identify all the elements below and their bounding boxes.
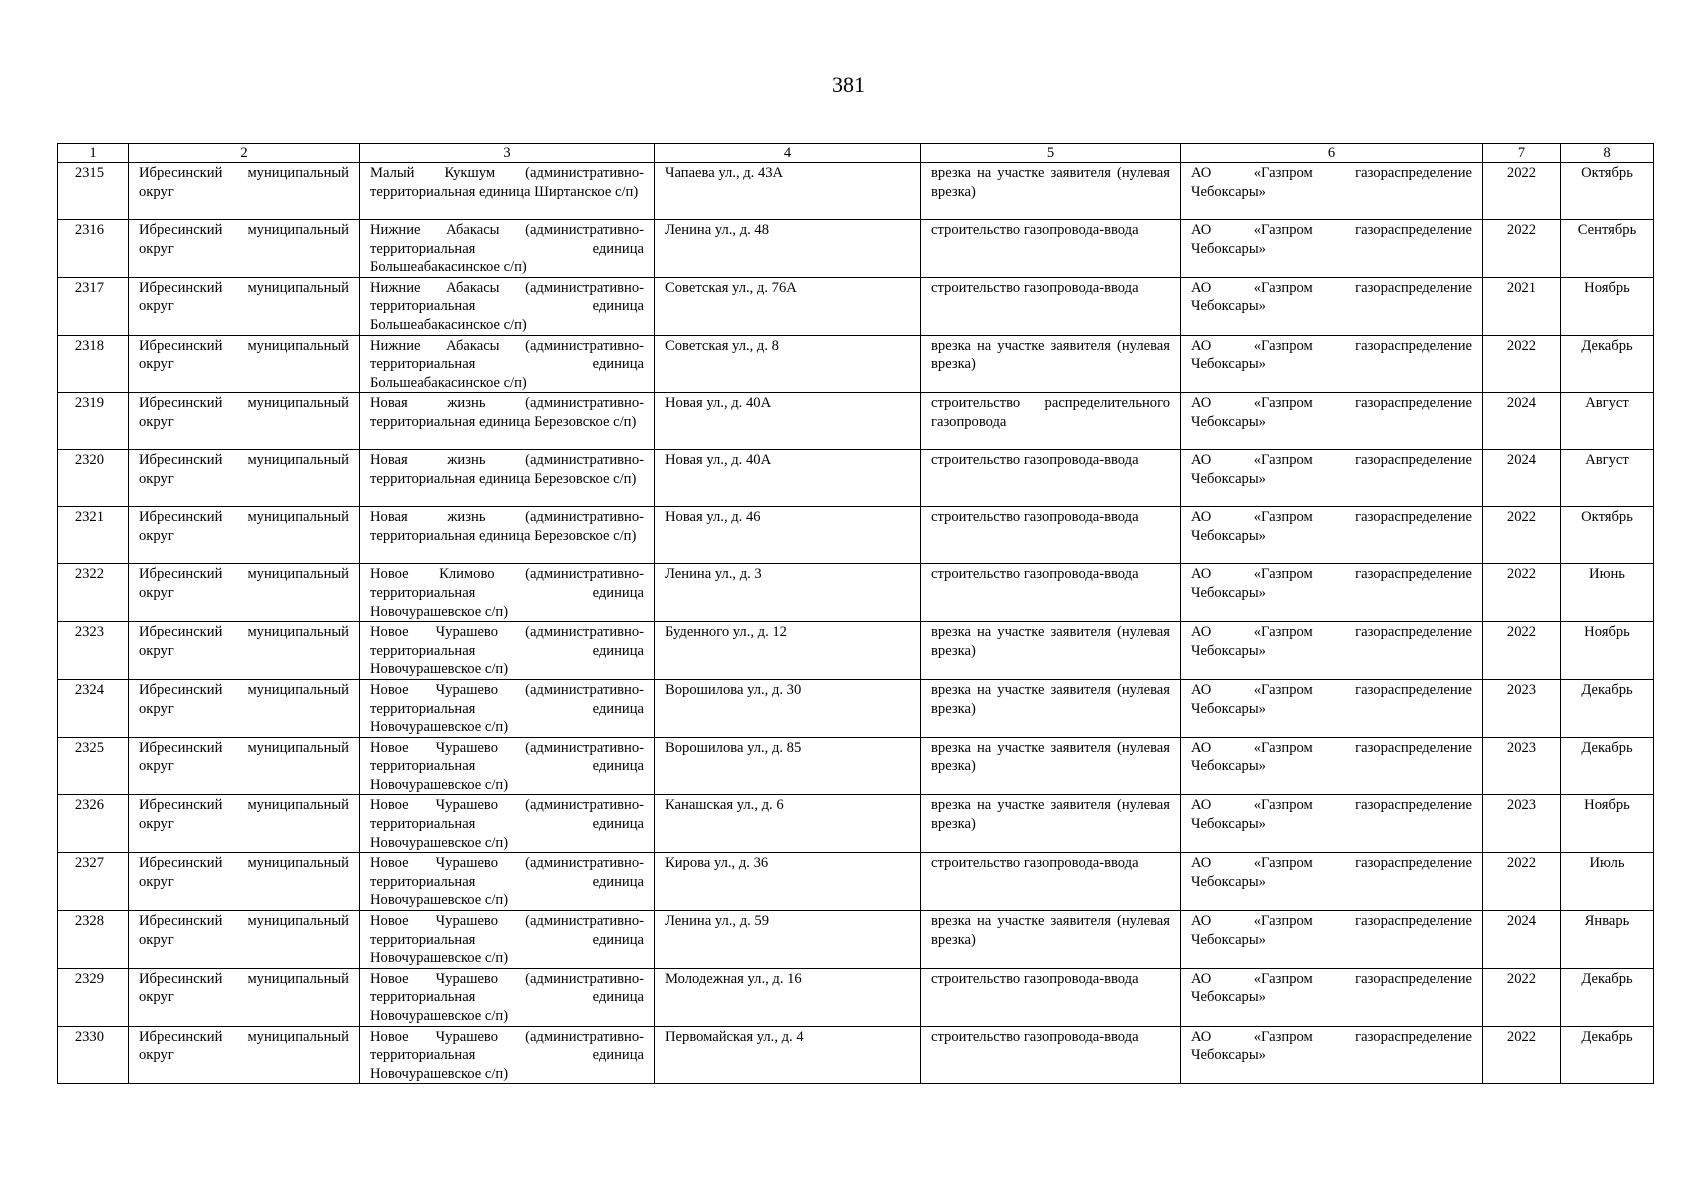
- column-header-8: 8: [1561, 144, 1654, 163]
- cell-year: 2022: [1483, 968, 1561, 1026]
- cell-work-type: строительство газопровода-ввода: [921, 1026, 1181, 1084]
- cell-month: Декабрь: [1561, 737, 1654, 795]
- cell-district: Ибресинский муниципальный округ: [129, 450, 360, 507]
- cell-locality: Малый Кукшум (административно-территориальная единица Ширтанское с/п): [360, 163, 655, 220]
- cell-locality: Нижние Абакасы (административно-территориальная единица Большеабакасинское с/п): [360, 220, 655, 278]
- column-header-7: 7: [1483, 144, 1561, 163]
- cell-work-type: врезка на участке заявителя (нулевая врезка): [921, 163, 1181, 220]
- cell-district: Ибресинский муниципальный округ: [129, 1026, 360, 1084]
- cell-district: Ибресинский муниципальный округ: [129, 853, 360, 911]
- cell-row-number: 2325: [58, 737, 129, 795]
- cell-organization: АО «Газпром газораспределение Чебоксары»: [1181, 853, 1483, 911]
- cell-district: Ибресинский муниципальный округ: [129, 564, 360, 622]
- cell-month: Июль: [1561, 853, 1654, 911]
- cell-organization: АО «Газпром газораспределение Чебоксары»: [1181, 277, 1483, 335]
- cell-year: 2022: [1483, 564, 1561, 622]
- cell-work-type: строительство газопровода-ввода: [921, 220, 1181, 278]
- cell-locality: Нижние Абакасы (административно-территориальная единица Большеабакасинское с/п): [360, 277, 655, 335]
- cell-month: Декабрь: [1561, 679, 1654, 737]
- table-row: [58, 507, 1654, 564]
- cell-address: Ленина ул., д. 48: [655, 220, 921, 278]
- page-number: 381: [832, 72, 865, 97]
- cell-month: Декабрь: [1561, 335, 1654, 393]
- cell-year: 2023: [1483, 737, 1561, 795]
- cell-month: Октябрь: [1561, 507, 1654, 564]
- cell-row-number: 2330: [58, 1026, 129, 1084]
- table-row: [58, 335, 1654, 393]
- cell-district: Ибресинский муниципальный округ: [129, 911, 360, 969]
- cell-locality: Новое Чурашево (административно-территориальная единица Новочурашевское с/п): [360, 968, 655, 1026]
- cell-organization: АО «Газпром газораспределение Чебоксары»: [1181, 220, 1483, 278]
- cell-month: Январь: [1561, 911, 1654, 969]
- cell-district: Ибресинский муниципальный округ: [129, 968, 360, 1026]
- cell-work-type: врезка на участке заявителя (нулевая врезка): [921, 679, 1181, 737]
- table-body: [58, 163, 1654, 1084]
- gas-works-table-container: [57, 143, 1654, 1084]
- cell-locality: Новое Чурашево (административно-территориальная единица Новочурашевское с/п): [360, 911, 655, 969]
- table-row: [58, 737, 1654, 795]
- cell-row-number: 2323: [58, 622, 129, 680]
- cell-month: Сентябрь: [1561, 220, 1654, 278]
- cell-year: 2022: [1483, 335, 1561, 393]
- cell-month: Декабрь: [1561, 1026, 1654, 1084]
- cell-locality: Новое Чурашево (административно-территориальная единица Новочурашевское с/п): [360, 622, 655, 680]
- cell-address: Советская ул., д. 76А: [655, 277, 921, 335]
- cell-year: 2024: [1483, 450, 1561, 507]
- cell-district: Ибресинский муниципальный округ: [129, 277, 360, 335]
- table-row: [58, 795, 1654, 853]
- cell-locality: Новая жизнь (административно-территориальная единица Березовское с/п): [360, 507, 655, 564]
- cell-row-number: 2317: [58, 277, 129, 335]
- cell-locality: Новое Климово (административно-территориальная единица Новочурашевское с/п): [360, 564, 655, 622]
- cell-district: Ибресинский муниципальный округ: [129, 795, 360, 853]
- cell-address: Чапаева ул., д. 43А: [655, 163, 921, 220]
- column-header-5: 5: [921, 144, 1181, 163]
- cell-address: Кирова ул., д. 36: [655, 853, 921, 911]
- cell-year: 2022: [1483, 853, 1561, 911]
- table-row: [58, 911, 1654, 969]
- column-header-6: 6: [1181, 144, 1483, 163]
- cell-address: Ворошилова ул., д. 30: [655, 679, 921, 737]
- cell-organization: АО «Газпром газораспределение Чебоксары»: [1181, 1026, 1483, 1084]
- cell-row-number: 2327: [58, 853, 129, 911]
- cell-month: Август: [1561, 393, 1654, 450]
- table-row: [58, 564, 1654, 622]
- cell-year: 2022: [1483, 163, 1561, 220]
- cell-work-type: строительство газопровода-ввода: [921, 853, 1181, 911]
- cell-locality: Новое Чурашево (административно-территориальная единица Новочурашевское с/п): [360, 737, 655, 795]
- cell-district: Ибресинский муниципальный округ: [129, 737, 360, 795]
- cell-locality: Новая жизнь (административно-территориальная единица Березовское с/п): [360, 450, 655, 507]
- cell-row-number: 2326: [58, 795, 129, 853]
- cell-district: Ибресинский муниципальный округ: [129, 679, 360, 737]
- cell-year: 2024: [1483, 911, 1561, 969]
- cell-work-type: строительство распределительного газопровода: [921, 393, 1181, 450]
- cell-address: Ворошилова ул., д. 85: [655, 737, 921, 795]
- cell-work-type: врезка на участке заявителя (нулевая врезка): [921, 737, 1181, 795]
- cell-year: 2022: [1483, 622, 1561, 680]
- cell-work-type: строительство газопровода-ввода: [921, 507, 1181, 564]
- header-row: [58, 144, 1654, 163]
- cell-row-number: 2324: [58, 679, 129, 737]
- cell-locality: Новая жизнь (административно-территориальная единица Березовское с/п): [360, 393, 655, 450]
- cell-row-number: 2328: [58, 911, 129, 969]
- cell-year: 2024: [1483, 393, 1561, 450]
- cell-district: Ибресинский муниципальный округ: [129, 163, 360, 220]
- table-row: [58, 393, 1654, 450]
- cell-address: Ленина ул., д. 59: [655, 911, 921, 969]
- cell-address: Ленина ул., д. 3: [655, 564, 921, 622]
- cell-year: 2023: [1483, 679, 1561, 737]
- cell-work-type: строительство газопровода-ввода: [921, 564, 1181, 622]
- cell-organization: АО «Газпром газораспределение Чебоксары»: [1181, 911, 1483, 969]
- cell-month: Ноябрь: [1561, 622, 1654, 680]
- cell-row-number: 2319: [58, 393, 129, 450]
- cell-address: Первомайская ул., д. 4: [655, 1026, 921, 1084]
- cell-month: Август: [1561, 450, 1654, 507]
- cell-address: Новая ул., д. 46: [655, 507, 921, 564]
- column-header-1: 1: [58, 144, 129, 163]
- cell-work-type: строительство газопровода-ввода: [921, 277, 1181, 335]
- cell-row-number: 2320: [58, 450, 129, 507]
- cell-address: Новая ул., д. 40А: [655, 393, 921, 450]
- table-row: [58, 853, 1654, 911]
- cell-district: Ибресинский муниципальный округ: [129, 335, 360, 393]
- cell-year: 2021: [1483, 277, 1561, 335]
- cell-district: Ибресинский муниципальный округ: [129, 622, 360, 680]
- column-header-3: 3: [360, 144, 655, 163]
- cell-district: Ибресинский муниципальный округ: [129, 393, 360, 450]
- gas-works-table: [57, 143, 1654, 1084]
- cell-locality: Новое Чурашево (административно-территориальная единица Новочурашевское с/п): [360, 679, 655, 737]
- cell-locality: Новое Чурашево (административно-территориальная единица Новочурашевское с/п): [360, 795, 655, 853]
- cell-organization: АО «Газпром газораспределение Чебоксары»: [1181, 163, 1483, 220]
- cell-address: Молодежная ул., д. 16: [655, 968, 921, 1026]
- cell-organization: АО «Газпром газораспределение Чебоксары»: [1181, 450, 1483, 507]
- cell-row-number: 2316: [58, 220, 129, 278]
- cell-month: Июнь: [1561, 564, 1654, 622]
- cell-organization: АО «Газпром газораспределение Чебоксары»: [1181, 393, 1483, 450]
- table-row: [58, 968, 1654, 1026]
- table-row: [58, 679, 1654, 737]
- cell-organization: АО «Газпром газораспределение Чебоксары»: [1181, 795, 1483, 853]
- table-row: [58, 163, 1654, 220]
- cell-locality: Новое Чурашево (административно-территориальная единица Новочурашевское с/п): [360, 853, 655, 911]
- cell-organization: АО «Газпром газораспределение Чебоксары»: [1181, 737, 1483, 795]
- cell-locality: Новое Чурашево (административно-территориальная единица Новочурашевское с/п): [360, 1026, 655, 1084]
- table-row: [58, 1026, 1654, 1084]
- cell-locality: Нижние Абакасы (административно-территориальная единица Большеабакасинское с/п): [360, 335, 655, 393]
- cell-row-number: 2329: [58, 968, 129, 1026]
- cell-organization: АО «Газпром газораспределение Чебоксары»: [1181, 968, 1483, 1026]
- cell-year: 2022: [1483, 220, 1561, 278]
- cell-organization: АО «Газпром газораспределение Чебоксары»: [1181, 564, 1483, 622]
- cell-row-number: 2318: [58, 335, 129, 393]
- cell-work-type: врезка на участке заявителя (нулевая врезка): [921, 335, 1181, 393]
- cell-year: 2023: [1483, 795, 1561, 853]
- cell-organization: АО «Газпром газораспределение Чебоксары»: [1181, 679, 1483, 737]
- column-header-2: 2: [129, 144, 360, 163]
- cell-organization: АО «Газпром газораспределение Чебоксары»: [1181, 335, 1483, 393]
- cell-year: 2022: [1483, 1026, 1561, 1084]
- cell-address: Канашская ул., д. 6: [655, 795, 921, 853]
- cell-month: Ноябрь: [1561, 795, 1654, 853]
- cell-district: Ибресинский муниципальный округ: [129, 507, 360, 564]
- cell-year: 2022: [1483, 507, 1561, 564]
- cell-work-type: врезка на участке заявителя (нулевая врезка): [921, 911, 1181, 969]
- table-row: [58, 277, 1654, 335]
- cell-address: Буденного ул., д. 12: [655, 622, 921, 680]
- table-row: [58, 622, 1654, 680]
- cell-organization: АО «Газпром газораспределение Чебоксары»: [1181, 622, 1483, 680]
- cell-address: Советская ул., д. 8: [655, 335, 921, 393]
- table-row: [58, 220, 1654, 278]
- column-header-4: 4: [655, 144, 921, 163]
- cell-address: Новая ул., д. 40А: [655, 450, 921, 507]
- table-row: [58, 450, 1654, 507]
- cell-row-number: 2322: [58, 564, 129, 622]
- cell-month: Ноябрь: [1561, 277, 1654, 335]
- cell-month: Октябрь: [1561, 163, 1654, 220]
- cell-row-number: 2315: [58, 163, 129, 220]
- cell-work-type: строительство газопровода-ввода: [921, 968, 1181, 1026]
- cell-work-type: врезка на участке заявителя (нулевая врезка): [921, 795, 1181, 853]
- cell-month: Декабрь: [1561, 968, 1654, 1026]
- cell-organization: АО «Газпром газораспределение Чебоксары»: [1181, 507, 1483, 564]
- cell-work-type: врезка на участке заявителя (нулевая врезка): [921, 622, 1181, 680]
- cell-district: Ибресинский муниципальный округ: [129, 220, 360, 278]
- cell-work-type: строительство газопровода-ввода: [921, 450, 1181, 507]
- cell-row-number: 2321: [58, 507, 129, 564]
